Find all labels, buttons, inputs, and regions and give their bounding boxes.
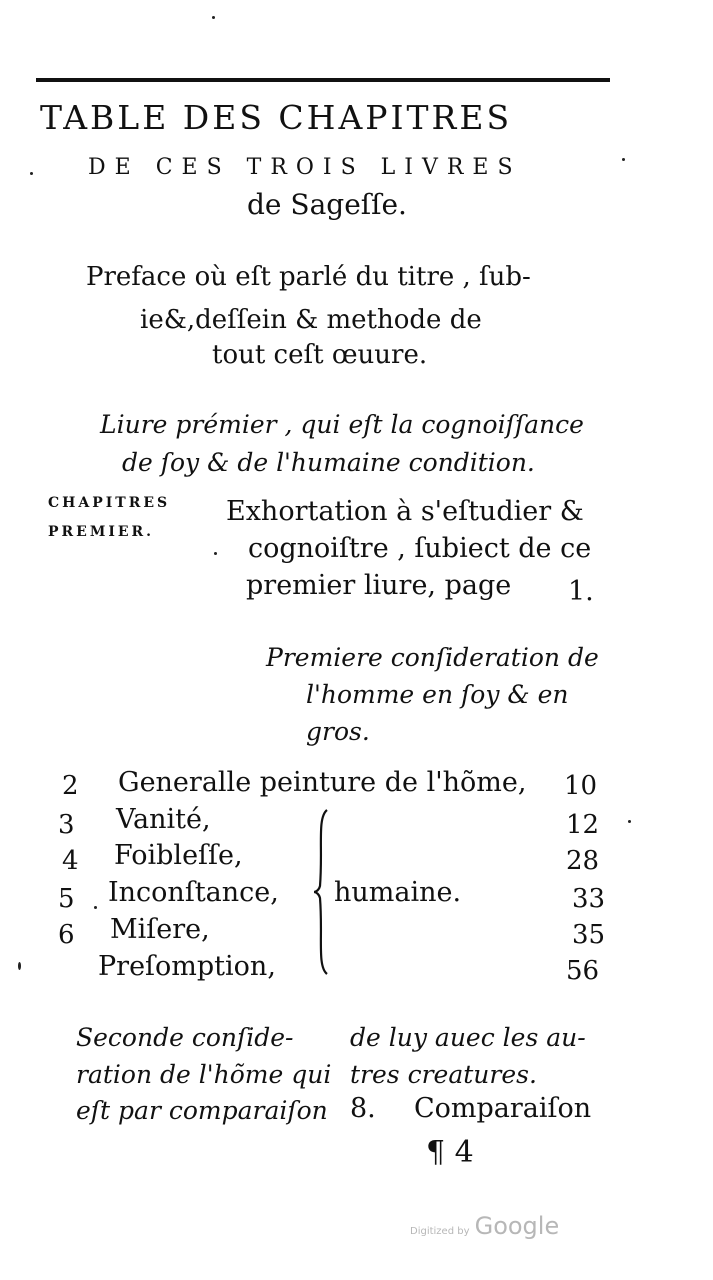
chapter-one-line-1: Exhortation à s'eſtudier & [226,496,584,527]
entry-number: 5 [58,884,75,914]
book-one-heading-2: de ſoy & de l'humaine condition. [122,448,535,477]
entry-number: 6 [58,920,75,950]
second-consideration-right-2: tres creatures. [350,1060,537,1089]
signature-mark: ¶ 4 [426,1135,474,1170]
entry-label: Generalle peinture de l'hõme, [118,767,527,798]
first-consideration-1: Premiere conſideration de [266,643,599,672]
header-rule [36,78,610,82]
entry-page: 33 [572,884,606,914]
scan-speck [212,16,215,19]
chapter-label-2: PREMIER. [48,524,155,540]
book-one-heading-1: Liure prémier , qui eſt la cognoiſſance [100,410,584,439]
scan-speck [94,906,97,909]
entry-number: 4 [62,846,79,876]
entry-page: 35 [572,920,606,950]
scan-speck [628,820,631,823]
preface-line-3: tout ceſt œuure. [212,340,428,370]
entry-label: Foibleſſe, [114,840,243,871]
second-consideration-right-1: de luy auec les au- [350,1023,586,1052]
entry-page: 12 [566,810,600,840]
scan-speck [30,172,33,175]
entry-page: 10 [564,771,598,801]
chapter-one-line-3: premier liure, page [246,570,512,601]
page-subtitle: DE CES TROIS LIVRES [88,155,522,180]
page-subtitle-2: de Sageſſe. [247,188,407,221]
chapter-one-page: 1. [568,576,594,607]
first-consideration-3: gros. [306,717,370,746]
entry-number: 3 [58,810,75,840]
chapter-label-1: CHAPITRES [48,495,171,511]
entry-label: Comparaiſon [414,1093,592,1124]
scan-speck [622,158,625,161]
first-consideration-2: l'homme en ſoy & en [306,680,569,709]
entry-number: 2 [62,771,79,801]
entry-page: 28 [566,846,600,876]
brace-label: humaine. [334,877,462,908]
page-title: TABLE DES CHAPITRES [40,98,513,137]
preface-line-1: Preface où eſt parlé du titre , ſub- [86,262,531,292]
curly-brace-icon [314,808,330,976]
entry-label: Preſomption, [98,951,276,982]
preface-line-2: ie&,deſſein & methode de [140,305,482,335]
entry-number: 8. [350,1093,376,1124]
google-logo: Google [474,1212,560,1240]
second-consideration-left-3: eſt par comparaiſon [76,1096,328,1125]
entry-label: Miſere, [110,914,210,945]
entry-label: Inconſtance, [108,877,279,908]
entry-page: 56 [566,956,600,986]
digitized-by-google-watermark [410,1212,559,1240]
chapter-one-line-2: cognoiſtre , ſubiect de ce [248,533,592,564]
entry-label: Vanité, [116,804,211,835]
scan-speck [214,552,217,555]
watermark-prefix: Digitized by [410,1226,470,1237]
scan-speck [18,962,21,970]
second-consideration-left-2: ration de l'hõme qui [76,1060,332,1089]
second-consideration-left-1: Seconde conſide- [76,1023,294,1052]
